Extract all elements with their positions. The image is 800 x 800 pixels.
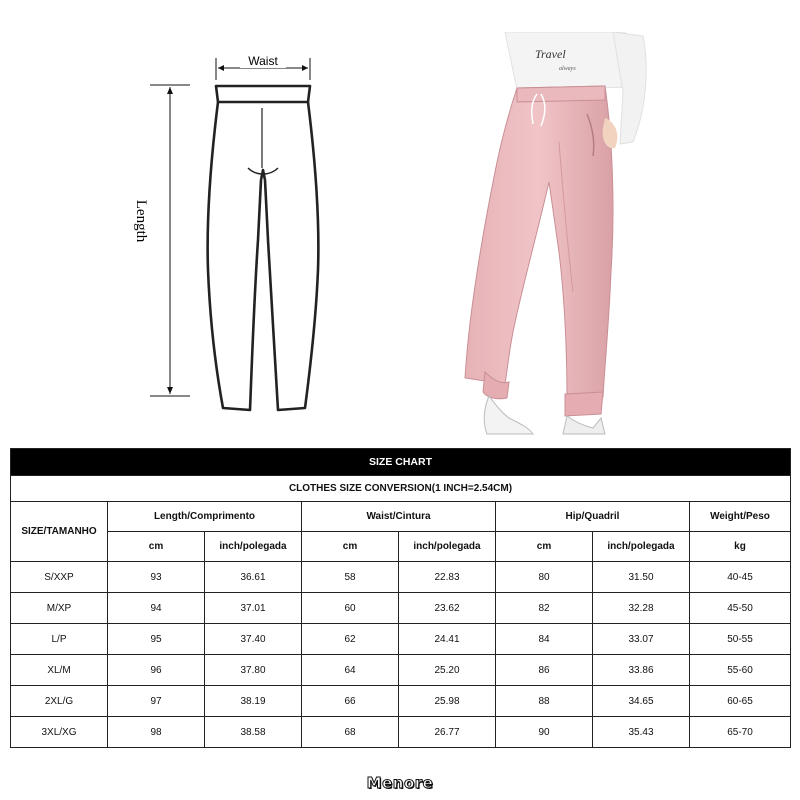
table-cell: 34.65 — [593, 686, 690, 717]
unit-header: inch/polegada — [205, 532, 302, 562]
table-cell: 37.01 — [205, 593, 302, 624]
size-cell: XL/M — [11, 655, 108, 686]
table-cell: 66 — [302, 686, 399, 717]
table-cell: 68 — [302, 717, 399, 748]
table-cell: 82 — [496, 593, 593, 624]
table-cell: 36.61 — [205, 562, 302, 593]
unit-header: inch/polegada — [399, 532, 496, 562]
table-cell: 65-70 — [690, 717, 791, 748]
sweater-print-small: always — [559, 66, 576, 72]
pants-outline — [208, 86, 319, 410]
unit-header: inch/polegada — [593, 532, 690, 562]
size-column-header: SIZE/TAMANHO — [11, 502, 108, 562]
table-cell: 84 — [496, 624, 593, 655]
table-cell: 40-45 — [690, 562, 791, 593]
table-cell: 31.50 — [593, 562, 690, 593]
table-cell: 88 — [496, 686, 593, 717]
waist-group-header: Waist/Cintura — [302, 502, 496, 532]
table-row — [11, 655, 791, 686]
table-cell: 94 — [108, 593, 205, 624]
pink-jogger-pants — [465, 86, 613, 416]
table-cell: 45-50 — [690, 593, 791, 624]
size-cell: 2XL/G — [11, 686, 108, 717]
size-cell: M/XP — [11, 593, 108, 624]
sweater-print: Travel — [535, 47, 566, 61]
model-photo — [455, 32, 655, 437]
table-cell: 64 — [302, 655, 399, 686]
conversion-note: CLOTHES SIZE CONVERSION(1 INCH=2.54CM) — [11, 476, 791, 502]
table-row — [11, 686, 791, 717]
table-row — [11, 593, 791, 624]
table-cell: 80 — [496, 562, 593, 593]
length-group-header: Length/Comprimento — [108, 502, 302, 532]
size-cell: S/XXP — [11, 562, 108, 593]
table-cell: 33.86 — [593, 655, 690, 686]
table-cell: 62 — [302, 624, 399, 655]
table-cell: 25.98 — [399, 686, 496, 717]
waist-dimension — [216, 54, 310, 80]
table-cell: 38.19 — [205, 686, 302, 717]
length-label: Length — [133, 199, 149, 243]
table-row — [11, 717, 791, 748]
hip-group-header: Hip/Quadril — [496, 502, 690, 532]
table-cell: 96 — [108, 655, 205, 686]
size-chart-title: SIZE CHART — [11, 449, 791, 476]
unit-header: cm — [302, 532, 399, 562]
table-cell: 25.20 — [399, 655, 496, 686]
table-cell: 32.28 — [593, 593, 690, 624]
table-row — [11, 624, 791, 655]
table-cell: 86 — [496, 655, 593, 686]
table-cell: 24.41 — [399, 624, 496, 655]
table-cell: 33.07 — [593, 624, 690, 655]
table-cell: 98 — [108, 717, 205, 748]
table-cell: 37.80 — [205, 655, 302, 686]
table-cell: 93 — [108, 562, 205, 593]
table-cell: 60 — [302, 593, 399, 624]
table-cell: 22.83 — [399, 562, 496, 593]
size-cell: 3XL/XG — [11, 717, 108, 748]
weight-group-header: Weight/Peso — [690, 502, 791, 532]
table-cell: 35.43 — [593, 717, 690, 748]
brand-watermark: Menore — [366, 774, 434, 792]
table-cell: 26.77 — [399, 717, 496, 748]
length-dimension — [132, 85, 190, 396]
size-chart — [10, 448, 790, 748]
table-cell: 58 — [302, 562, 399, 593]
table-cell: 90 — [496, 717, 593, 748]
table-row — [11, 562, 791, 593]
unit-header: cm — [108, 532, 205, 562]
unit-header: cm — [496, 532, 593, 562]
size-chart-table — [10, 448, 791, 748]
table-cell: 55-60 — [690, 655, 791, 686]
waist-label: Waist — [248, 54, 278, 68]
table-cell: 38.58 — [205, 717, 302, 748]
table-cell: 97 — [108, 686, 205, 717]
table-cell: 60-65 — [690, 686, 791, 717]
table-cell: 95 — [108, 624, 205, 655]
table-cell: 23.62 — [399, 593, 496, 624]
size-cell: L/P — [11, 624, 108, 655]
unit-header: kg — [690, 532, 791, 562]
table-cell: 37.40 — [205, 624, 302, 655]
table-cell: 50-55 — [690, 624, 791, 655]
pants-measurement-diagram — [120, 40, 350, 430]
